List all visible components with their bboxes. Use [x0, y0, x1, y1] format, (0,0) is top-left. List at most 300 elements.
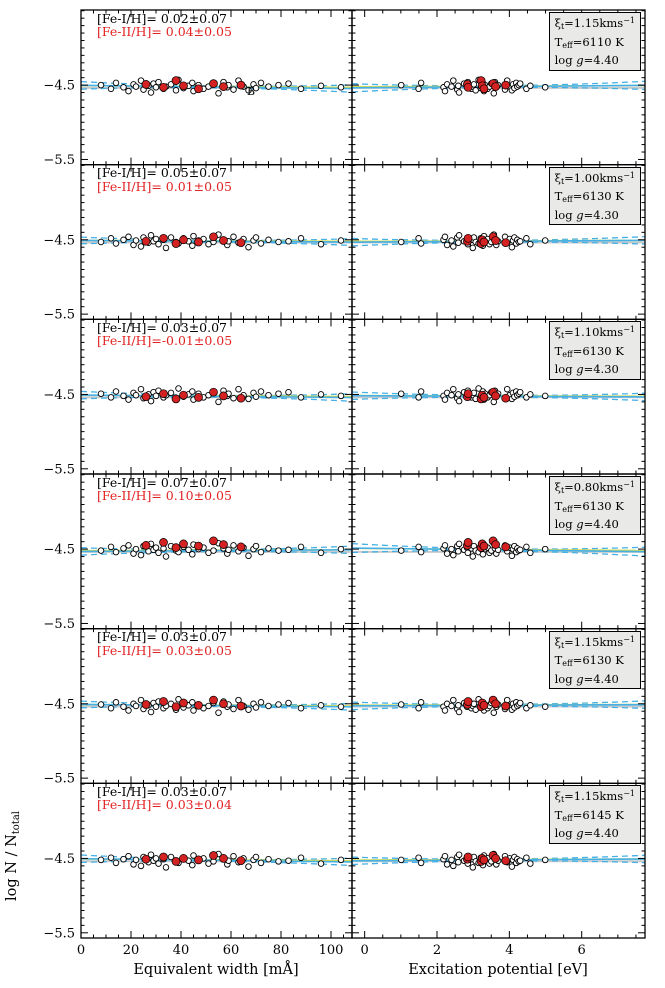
data-point-fei	[517, 547, 523, 553]
data-point-fei	[113, 389, 119, 395]
data-point-fei	[148, 90, 154, 96]
data-point-feii	[172, 703, 180, 711]
data-point-fei	[298, 705, 304, 711]
data-point-fei	[470, 245, 476, 251]
data-point-fei	[98, 239, 104, 245]
data-point-feii	[220, 392, 228, 400]
data-point-feii	[502, 543, 510, 551]
data-point-fei	[338, 85, 344, 91]
y-tick-label: −4.5	[43, 233, 75, 249]
data-point-feii	[195, 393, 203, 401]
panel-right-row4	[352, 474, 645, 629]
data-point-fei	[258, 700, 264, 706]
data-point-feii	[195, 238, 203, 246]
panel-left-row1	[43, 10, 352, 168]
data-point-fei	[442, 88, 448, 94]
data-point-fei	[153, 85, 159, 91]
feii-abundance-text: [Fe-II/H]= 0.10±0.05	[97, 488, 232, 503]
point-label-b: B	[246, 84, 256, 98]
data-point-fei	[108, 86, 114, 92]
data-point-fei	[542, 393, 548, 399]
data-point-fei	[456, 709, 462, 715]
y-tick-label: −5.5	[43, 926, 75, 942]
data-point-fei	[156, 241, 162, 247]
data-point-fei	[253, 543, 259, 549]
data-point-feii	[480, 393, 488, 401]
data-point-fei	[108, 236, 114, 242]
data-point-feii	[210, 80, 218, 88]
data-point-fei	[126, 853, 132, 859]
data-point-fei	[504, 386, 510, 392]
data-point-fei	[113, 241, 119, 247]
y-tick-label: −4.5	[43, 78, 75, 94]
data-point-fei	[153, 704, 159, 710]
data-point-fei	[253, 854, 259, 860]
x-axis-title-right: Excitation potential [eV]	[408, 962, 588, 978]
x-axis-title-left: Equivalent width [mÅ]	[133, 962, 299, 978]
data-point-fei	[418, 389, 424, 395]
data-point-fei	[517, 389, 523, 395]
data-point-fei	[138, 244, 144, 250]
data-point-feii	[160, 538, 168, 546]
data-point-feii	[172, 857, 180, 865]
data-point-fei	[542, 857, 548, 863]
fei-abundance-text: [Fe-I/H]= 0.02±0.07	[97, 10, 227, 26]
data-point-fei	[133, 703, 139, 709]
y-tick-label: −4.5	[43, 542, 75, 558]
data-point-fei	[153, 856, 159, 862]
data-point-fei	[276, 239, 282, 245]
data-point-fei	[528, 550, 534, 556]
fei-abundance-text: [Fe-I/H]= 0.03±0.07	[97, 629, 227, 645]
data-point-fei	[216, 399, 222, 405]
data-point-fei	[231, 87, 237, 93]
data-point-fei	[108, 705, 114, 711]
data-point-fei	[138, 552, 144, 558]
data-point-fei	[298, 855, 304, 861]
data-point-fei	[246, 396, 252, 402]
y-tick-label: −4.5	[43, 851, 75, 867]
data-point-fei	[231, 853, 237, 859]
data-point-feii	[502, 857, 510, 865]
data-point-fei	[276, 859, 282, 865]
data-point-fei	[191, 233, 197, 239]
data-point-feii	[210, 388, 218, 396]
data-point-feii	[160, 853, 168, 861]
logg-line: log g=4.40	[554, 826, 619, 841]
data-point-fei	[148, 709, 154, 715]
data-point-fei	[444, 242, 450, 248]
data-point-fei	[524, 236, 530, 242]
data-point-fei	[517, 858, 523, 864]
data-point-feii	[210, 852, 218, 860]
feii-abundance-text: [Fe-II/H]= 0.01±0.05	[97, 178, 232, 194]
data-point-fei	[231, 234, 237, 240]
data-point-fei	[416, 544, 422, 550]
data-point-fei	[276, 702, 282, 708]
data-point-fei	[517, 700, 523, 706]
data-point-fei	[338, 704, 344, 710]
data-point-fei	[190, 862, 196, 868]
panel-right-row6	[352, 783, 645, 958]
data-point-feii	[195, 542, 203, 550]
teff-line: Teff=6130 K	[554, 653, 624, 669]
panel-right-row3	[352, 319, 645, 474]
data-point-fei	[542, 704, 548, 710]
data-point-feii	[220, 541, 228, 549]
x-tick-label: 0	[76, 943, 86, 958]
data-point-fei	[266, 84, 272, 90]
data-point-fei	[456, 392, 462, 398]
data-point-fei	[449, 84, 455, 90]
x-tick-label: 4	[505, 943, 514, 958]
data-point-feii	[480, 701, 488, 709]
data-point-fei	[246, 864, 252, 870]
data-point-feii	[492, 237, 500, 245]
feii-abundance-text: [Fe-II/H]=-0.01±0.05	[97, 333, 233, 349]
data-point-fei	[121, 704, 127, 710]
panel-right-row2	[352, 165, 645, 320]
data-point-feii	[480, 238, 488, 246]
data-point-fei	[298, 236, 304, 242]
data-point-fei	[451, 78, 457, 84]
data-point-feii	[464, 698, 472, 706]
data-point-fei	[113, 700, 119, 706]
data-point-fei	[470, 865, 476, 871]
data-point-feii	[142, 701, 150, 709]
data-point-fei	[163, 865, 169, 871]
data-point-feii	[502, 81, 510, 89]
panel-left-row5	[43, 629, 352, 787]
data-point-fei	[133, 857, 139, 863]
teff-line: Teff=6130 K	[554, 343, 624, 359]
y-tick-label: −5.5	[43, 152, 75, 168]
data-point-fei	[98, 857, 104, 863]
data-point-fei	[190, 243, 196, 249]
data-point-fei	[266, 392, 272, 398]
data-point-feii	[464, 83, 472, 91]
data-point-feii	[237, 239, 245, 247]
data-point-fei	[191, 708, 197, 714]
data-point-feii	[142, 393, 150, 401]
data-point-fei	[442, 234, 448, 240]
data-point-fei	[231, 706, 237, 712]
data-point-fei	[318, 83, 324, 89]
data-point-feii	[180, 699, 188, 707]
logg-line: log g=4.40	[554, 53, 619, 67]
logg-line: log g=4.40	[554, 671, 619, 686]
y-tick-label: −5.5	[43, 771, 75, 787]
data-point-fei	[451, 244, 457, 250]
teff-line: Teff=6110 K	[554, 34, 624, 50]
data-point-fei	[456, 541, 462, 547]
data-point-fei	[133, 546, 139, 552]
feii-abundance-text: [Fe-II/H]= 0.03±0.05	[97, 642, 232, 658]
fei-abundance-text: [Fe-I/H]= 0.07±0.07	[97, 474, 227, 490]
data-point-fei	[416, 395, 422, 401]
x-tick-label: 40	[172, 943, 190, 958]
panel-right-row5	[352, 629, 645, 784]
data-point-fei	[258, 389, 264, 395]
data-point-fei	[173, 88, 179, 94]
data-point-fei	[416, 855, 422, 861]
data-point-fei	[190, 700, 196, 706]
data-point-fei	[231, 395, 237, 401]
y-tick-label: −5.5	[43, 462, 75, 478]
data-point-fei	[298, 86, 304, 92]
data-point-fei	[153, 236, 159, 242]
data-point-feii	[492, 854, 500, 862]
panel-left-row4	[43, 474, 352, 632]
data-point-feii	[160, 234, 168, 242]
data-point-fei	[398, 391, 404, 397]
data-point-fei	[318, 550, 324, 556]
data-point-fei	[418, 860, 424, 866]
data-point-fei	[456, 83, 462, 89]
logg-line: log g=4.30	[554, 362, 619, 377]
data-point-fei	[416, 705, 422, 711]
data-point-fei	[98, 82, 104, 88]
data-point-fei	[442, 543, 448, 549]
data-point-fei	[416, 236, 422, 242]
data-point-fei	[418, 700, 424, 706]
data-point-fei	[318, 392, 324, 398]
data-point-fei	[542, 238, 548, 244]
x-tick-label: 20	[122, 943, 140, 958]
data-point-fei	[517, 81, 523, 87]
data-point-fei	[286, 700, 292, 706]
data-point-fei	[126, 88, 132, 94]
data-point-fei	[456, 549, 462, 555]
data-point-fei	[442, 708, 448, 714]
data-point-feii	[172, 240, 180, 248]
data-point-fei	[190, 80, 196, 86]
logg-line: log g=4.40	[554, 517, 619, 531]
data-point-fei	[176, 386, 182, 392]
data-point-feii	[502, 702, 510, 710]
x-tick-label: 100	[318, 943, 344, 958]
data-point-fei	[246, 553, 252, 559]
x-tick-label: 80	[272, 943, 290, 958]
data-point-fei	[258, 860, 264, 866]
data-point-fei	[153, 393, 159, 399]
data-point-fei	[456, 703, 462, 709]
data-point-fei	[216, 710, 222, 716]
data-point-fei	[418, 241, 424, 247]
data-point-fei	[456, 398, 462, 404]
microturbulence-line: ξt=1.10kms$^{-1}$	[554, 325, 635, 341]
data-point-fei	[517, 239, 523, 245]
data-point-fei	[418, 549, 424, 555]
data-point-fei	[148, 233, 154, 239]
data-point-feii	[160, 83, 168, 91]
data-point-fei	[542, 546, 548, 552]
data-point-fei	[528, 861, 534, 867]
panel-left-row6	[43, 783, 352, 958]
data-point-fei	[258, 549, 264, 555]
data-point-fei	[418, 80, 424, 86]
data-point-fei	[286, 858, 292, 864]
data-point-feii	[142, 237, 150, 245]
y-tick-label: −5.5	[43, 616, 75, 632]
data-point-fei	[338, 238, 344, 244]
data-point-fei	[153, 545, 159, 551]
data-point-fei	[126, 234, 132, 240]
data-point-fei	[451, 386, 457, 392]
teff-line: Teff=6130 K	[554, 498, 624, 514]
data-point-fei	[266, 546, 272, 552]
data-point-feii	[464, 853, 472, 861]
microturbulence-line: ξt=1.00kms$^{-1}$	[554, 170, 635, 186]
panel-right-row1	[352, 10, 645, 165]
data-point-fei	[163, 245, 169, 251]
y-tick-label: −5.5	[43, 307, 75, 323]
data-point-feii	[180, 540, 188, 548]
data-point-fei	[236, 386, 242, 392]
data-point-fei	[121, 393, 127, 399]
data-point-fei	[246, 707, 252, 713]
data-point-fei	[318, 861, 324, 867]
data-point-fei	[253, 394, 259, 400]
data-point-fei	[168, 235, 174, 241]
data-point-fei	[449, 392, 455, 398]
data-point-fei	[253, 235, 259, 241]
data-point-fei	[121, 85, 127, 91]
data-point-fei	[126, 708, 132, 714]
data-point-feii	[480, 856, 488, 864]
data-point-feii	[142, 855, 150, 863]
data-point-fei	[398, 702, 404, 708]
data-point-fei	[442, 397, 448, 403]
data-point-fei	[108, 544, 114, 550]
data-point-fei	[524, 544, 530, 550]
data-point-feii	[180, 391, 188, 399]
data-point-fei	[163, 554, 169, 560]
data-point-fei	[318, 241, 324, 247]
x-tick-label: 0	[360, 943, 369, 958]
data-point-fei	[253, 705, 259, 711]
data-point-fei	[398, 82, 404, 88]
panel-left-row3	[43, 319, 352, 477]
data-point-fei	[451, 697, 457, 703]
data-point-fei	[542, 85, 548, 91]
data-point-fei	[298, 395, 304, 401]
data-point-fei	[258, 80, 264, 86]
data-point-feii	[502, 394, 510, 402]
data-point-fei	[470, 554, 476, 560]
data-point-fei	[133, 84, 139, 90]
data-point-feii	[220, 237, 228, 245]
data-point-fei	[456, 240, 462, 246]
data-point-feii	[492, 83, 500, 91]
data-point-feii	[220, 700, 228, 708]
data-point-feii	[492, 392, 500, 400]
data-point-fei	[528, 83, 534, 89]
y-tick-label: −4.5	[43, 387, 75, 403]
microturbulence-line: ξt=1.15kms$^{-1}$	[554, 16, 635, 31]
data-point-feii	[180, 854, 188, 862]
x-tick-label: 60	[222, 943, 240, 958]
data-point-fei	[456, 233, 462, 239]
data-point-fei	[286, 389, 292, 395]
data-point-feii	[492, 541, 500, 549]
data-point-fei	[138, 386, 144, 392]
data-point-fei	[190, 552, 196, 558]
teff-line: Teff=6130 K	[554, 189, 624, 205]
data-point-fei	[266, 703, 272, 709]
data-point-fei	[449, 703, 455, 709]
data-point-fei	[398, 857, 404, 863]
data-point-fei	[276, 82, 282, 88]
data-point-fei	[216, 91, 222, 97]
y-tick-label: −4.5	[43, 697, 75, 713]
data-point-fei	[108, 855, 114, 861]
data-point-feii	[237, 543, 245, 551]
microturbulence-line: ξt=1.15kms$^{-1}$	[554, 634, 635, 650]
data-point-fei	[338, 857, 344, 863]
data-point-feii	[160, 390, 168, 398]
data-point-feii	[172, 395, 180, 403]
data-point-feii	[220, 854, 228, 862]
data-point-fei	[524, 855, 530, 861]
data-point-fei	[276, 548, 282, 554]
data-point-feii	[464, 390, 472, 398]
data-point-fei	[126, 543, 132, 549]
data-point-fei	[168, 390, 174, 396]
data-point-feii	[237, 81, 245, 89]
data-point-feii	[195, 701, 203, 709]
data-point-fei	[98, 548, 104, 554]
data-point-fei	[449, 546, 455, 552]
panel-left-row2	[43, 165, 352, 323]
data-point-feii	[180, 236, 188, 244]
data-point-feii	[220, 83, 228, 91]
data-point-fei	[246, 244, 252, 250]
data-point-fei	[190, 389, 196, 395]
data-point-fei	[318, 703, 324, 709]
data-point-fei	[211, 548, 217, 554]
data-point-fei	[156, 79, 162, 85]
data-point-feii	[142, 541, 150, 549]
data-point-fei	[133, 392, 139, 398]
data-point-feii	[172, 544, 180, 552]
data-point-fei	[231, 543, 237, 549]
x-tick-label: 2	[432, 943, 442, 958]
data-point-fei	[138, 863, 144, 869]
data-point-feii	[180, 82, 188, 90]
data-point-fei	[338, 546, 344, 552]
data-point-fei	[449, 857, 455, 863]
data-point-fei	[113, 80, 119, 86]
data-point-fei	[338, 393, 344, 399]
data-point-fei	[133, 238, 139, 244]
data-point-fei	[266, 237, 272, 243]
data-point-fei	[528, 241, 534, 247]
fei-abundance-text: [Fe-I/H]= 0.05±0.07	[97, 165, 227, 181]
data-point-fei	[398, 239, 404, 245]
feii-abundance-text: [Fe-II/H]= 0.04±0.05	[97, 24, 232, 39]
feii-abundance-text: [Fe-II/H]= 0.03±0.04	[97, 797, 232, 813]
data-point-feii	[480, 85, 488, 93]
data-point-fei	[444, 862, 450, 868]
data-point-fei	[442, 853, 448, 859]
fei-abundance-text: [Fe-I/H]= 0.03±0.07	[97, 783, 227, 799]
data-point-fei	[444, 551, 450, 557]
microturbulence-line: ξt=1.15kms$^{-1}$	[554, 789, 635, 805]
data-point-feii	[210, 696, 218, 704]
data-point-fei	[126, 397, 132, 403]
data-point-fei	[456, 859, 462, 865]
